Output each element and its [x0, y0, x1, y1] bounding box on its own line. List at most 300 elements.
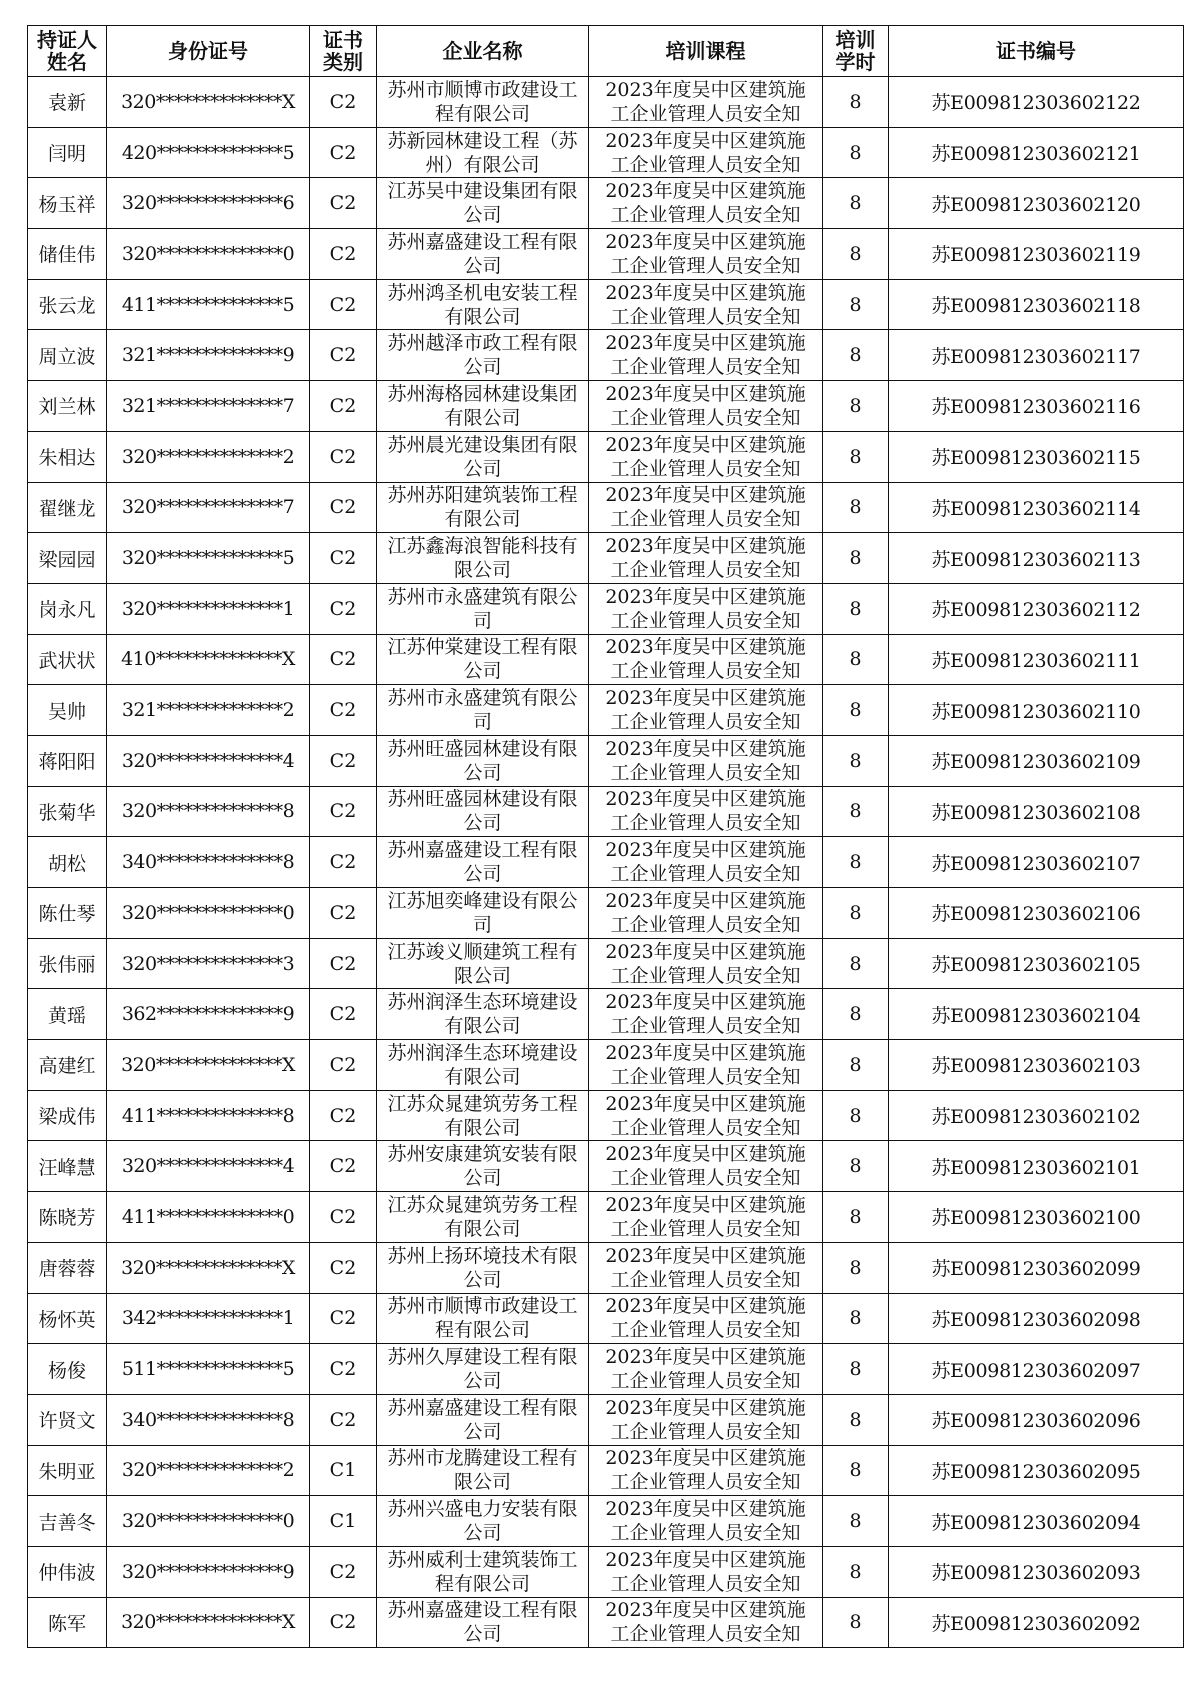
- table-row: [28, 77, 1184, 128]
- id-number-cell: 320**************X: [107, 77, 310, 128]
- course-text: 2023年度吴中区建筑施工企业管理人员安全知: [605, 433, 806, 480]
- cert-category-cell: C2: [310, 1293, 377, 1344]
- cert-number-cell: 苏E009812303602104: [889, 989, 1184, 1040]
- company-text: 苏州晨光建设集团有限公司: [387, 433, 578, 480]
- holder-name-cell: 梁园园: [28, 533, 107, 584]
- id-number-cell: 320**************0: [107, 1496, 310, 1547]
- cert-number-cell: 苏E009812303602116: [889, 381, 1184, 432]
- company-cell: [377, 127, 589, 178]
- hours-cell: 8: [823, 77, 889, 128]
- header-row: [28, 26, 1184, 77]
- course-text: 2023年度吴中区建筑施工企业管理人员安全知: [605, 839, 806, 886]
- course-cell: [589, 735, 823, 786]
- header-course: 培训课程: [589, 26, 823, 77]
- company-text: 苏州嘉盛建设工程有限公司: [387, 230, 578, 277]
- holder-name-cell: 闫明: [28, 127, 107, 178]
- holder-name-cell: 武状状: [28, 634, 107, 685]
- company-text: 苏州久厚建设工程有限公司: [387, 1346, 578, 1393]
- company-cell: [377, 1242, 589, 1293]
- cert-number-cell: 苏E009812303602098: [889, 1293, 1184, 1344]
- holder-name-cell: 朱明亚: [28, 1445, 107, 1496]
- holder-name-cell: 刘兰林: [28, 381, 107, 432]
- cert-number-cell: 苏E009812303602095: [889, 1445, 1184, 1496]
- table-row: [28, 279, 1184, 330]
- id-number-cell: 320**************4: [107, 735, 310, 786]
- id-number-cell: 320**************0: [107, 229, 310, 280]
- table-row: [28, 533, 1184, 584]
- hours-cell: 8: [823, 279, 889, 330]
- cert-category-cell: C2: [310, 735, 377, 786]
- id-number-cell: 320**************2: [107, 1445, 310, 1496]
- cert-category-cell: C2: [310, 1090, 377, 1141]
- course-text: 2023年度吴中区建筑施工企业管理人员安全知: [605, 1447, 806, 1494]
- cert-category-cell: C2: [310, 837, 377, 888]
- id-number-cell: 420**************5: [107, 127, 310, 178]
- id-number-cell: 320**************X: [107, 1040, 310, 1091]
- course-cell: [589, 127, 823, 178]
- cert-number-cell: 苏E009812303602121: [889, 127, 1184, 178]
- course-text: 2023年度吴中区建筑施工企业管理人员安全知: [605, 737, 806, 784]
- table-row: [28, 1242, 1184, 1293]
- company-text: 苏州嘉盛建设工程有限公司: [387, 839, 578, 886]
- course-cell: [589, 1344, 823, 1395]
- table-row: [28, 989, 1184, 1040]
- id-number-cell: 321**************7: [107, 381, 310, 432]
- table-body: [28, 77, 1184, 1648]
- cert-category-cell: C2: [310, 1344, 377, 1395]
- cert-number-cell: 苏E009812303602108: [889, 786, 1184, 837]
- cert-number-cell: 苏E009812303602119: [889, 229, 1184, 280]
- course-cell: [589, 178, 823, 229]
- cert-number-cell: 苏E009812303602109: [889, 735, 1184, 786]
- company-text: 苏州安康建筑安装有限公司: [387, 1143, 578, 1190]
- table-row: [28, 431, 1184, 482]
- course-cell: [589, 634, 823, 685]
- holder-name-cell: 蒋阳阳: [28, 735, 107, 786]
- header-holder-name: 持证人 姓名: [28, 26, 107, 77]
- cert-number-cell: 苏E009812303602114: [889, 482, 1184, 533]
- course-cell: [589, 888, 823, 939]
- cert-category-cell: C2: [310, 888, 377, 939]
- company-text: 苏州嘉盛建设工程有限公司: [387, 1599, 578, 1646]
- course-text: 2023年度吴中区建筑施工企业管理人员安全知: [605, 889, 806, 936]
- cert-number-cell: 苏E009812303602093: [889, 1546, 1184, 1597]
- cert-number-cell: 苏E009812303602100: [889, 1192, 1184, 1243]
- table-row: [28, 1192, 1184, 1243]
- holder-name-cell: 杨玉祥: [28, 178, 107, 229]
- company-text: 苏州市永盛建筑有限公司: [387, 585, 578, 632]
- id-number-cell: 340**************8: [107, 837, 310, 888]
- id-number-cell: 320**************X: [107, 1597, 310, 1648]
- holder-name-cell: 朱相达: [28, 431, 107, 482]
- holder-name-cell: 汪峰慧: [28, 1141, 107, 1192]
- course-text: 2023年度吴中区建筑施工企业管理人员安全知: [605, 281, 806, 328]
- hours-cell: 8: [823, 634, 889, 685]
- id-number-cell: 342**************1: [107, 1293, 310, 1344]
- course-cell: [589, 1445, 823, 1496]
- cert-category-cell: C2: [310, 1040, 377, 1091]
- cert-category-cell: C2: [310, 786, 377, 837]
- table-row: [28, 735, 1184, 786]
- holder-name-cell: 唐蓉蓉: [28, 1242, 107, 1293]
- id-number-cell: 320**************4: [107, 1141, 310, 1192]
- company-text: 苏州市永盛建筑有限公司: [387, 687, 578, 734]
- holder-name-cell: 黄瑶: [28, 989, 107, 1040]
- course-text: 2023年度吴中区建筑施工企业管理人员安全知: [605, 1193, 806, 1240]
- cert-number-cell: 苏E009812303602113: [889, 533, 1184, 584]
- cert-category-cell: C2: [310, 381, 377, 432]
- cert-number-cell: 苏E009812303602099: [889, 1242, 1184, 1293]
- hours-cell: 8: [823, 127, 889, 178]
- table-row: [28, 1090, 1184, 1141]
- cert-category-cell: C2: [310, 229, 377, 280]
- cert-number-cell: 苏E009812303602096: [889, 1394, 1184, 1445]
- course-text: 2023年度吴中区建筑施工企业管理人员安全知: [605, 1092, 806, 1139]
- company-text: 江苏旭奕峰建设有限公司: [387, 889, 578, 936]
- company-text: 苏州市顺博市政建设工程有限公司: [387, 78, 578, 125]
- course-text: 2023年度吴中区建筑施工企业管理人员安全知: [605, 382, 806, 429]
- cert-category-cell: C2: [310, 330, 377, 381]
- company-cell: [377, 482, 589, 533]
- company-text: 苏州旺盛园林建设有限公司: [387, 788, 578, 835]
- company-cell: [377, 837, 589, 888]
- course-text: 2023年度吴中区建筑施工企业管理人员安全知: [605, 230, 806, 277]
- course-text: 2023年度吴中区建筑施工企业管理人员安全知: [605, 1396, 806, 1443]
- id-number-cell: 411**************0: [107, 1192, 310, 1243]
- cert-number-cell: 苏E009812303602110: [889, 685, 1184, 736]
- company-text: 苏州旺盛园林建设有限公司: [387, 737, 578, 784]
- cert-category-cell: C2: [310, 482, 377, 533]
- cert-number-cell: 苏E009812303602102: [889, 1090, 1184, 1141]
- certificate-table: [27, 25, 1184, 1648]
- cert-number-cell: 苏E009812303602103: [889, 1040, 1184, 1091]
- company-cell: [377, 431, 589, 482]
- header-id-number: 身份证号: [107, 26, 310, 77]
- hours-cell: 8: [823, 1192, 889, 1243]
- table-row: [28, 330, 1184, 381]
- id-number-cell: 320**************5: [107, 533, 310, 584]
- course-cell: [589, 330, 823, 381]
- cert-category-cell: C2: [310, 77, 377, 128]
- holder-name-cell: 岗永凡: [28, 583, 107, 634]
- course-cell: [589, 1293, 823, 1344]
- cert-number-cell: 苏E009812303602105: [889, 938, 1184, 989]
- table-row: [28, 1141, 1184, 1192]
- id-number-cell: 320**************1: [107, 583, 310, 634]
- id-number-cell: 411**************8: [107, 1090, 310, 1141]
- cert-category-cell: C2: [310, 1546, 377, 1597]
- course-text: 2023年度吴中区建筑施工企业管理人员安全知: [605, 484, 806, 531]
- company-cell: [377, 77, 589, 128]
- table-row: [28, 938, 1184, 989]
- holder-name-cell: 陈军: [28, 1597, 107, 1648]
- table-row: [28, 1597, 1184, 1648]
- holder-name-cell: 仲伟波: [28, 1546, 107, 1597]
- course-text: 2023年度吴中区建筑施工企业管理人员安全知: [605, 788, 806, 835]
- course-cell: [589, 533, 823, 584]
- table-row: [28, 1496, 1184, 1547]
- cert-category-cell: C2: [310, 1192, 377, 1243]
- hours-cell: 8: [823, 1445, 889, 1496]
- holder-name-cell: 张云龙: [28, 279, 107, 330]
- table-row: [28, 1445, 1184, 1496]
- company-text: 苏州润泽生态环境建设有限公司: [387, 991, 578, 1038]
- holder-name-cell: 梁成伟: [28, 1090, 107, 1141]
- course-text: 2023年度吴中区建筑施工企业管理人员安全知: [605, 1295, 806, 1342]
- cert-number-cell: 苏E009812303602117: [889, 330, 1184, 381]
- id-number-cell: 362**************9: [107, 989, 310, 1040]
- table-row: [28, 229, 1184, 280]
- cert-category-cell: C2: [310, 431, 377, 482]
- cert-category-cell: C2: [310, 533, 377, 584]
- hours-cell: 8: [823, 381, 889, 432]
- id-number-cell: 320**************7: [107, 482, 310, 533]
- hours-cell: 8: [823, 229, 889, 280]
- header-cert-number: 证书编号: [889, 26, 1184, 77]
- hours-cell: 8: [823, 1141, 889, 1192]
- holder-name-cell: 吴帅: [28, 685, 107, 736]
- company-cell: [377, 1496, 589, 1547]
- table-row: [28, 127, 1184, 178]
- cert-number-cell: 苏E009812303602092: [889, 1597, 1184, 1648]
- course-cell: [589, 786, 823, 837]
- table-row: [28, 1293, 1184, 1344]
- course-text: 2023年度吴中区建筑施工企业管理人员安全知: [605, 78, 806, 125]
- hours-cell: 8: [823, 482, 889, 533]
- company-cell: [377, 1293, 589, 1344]
- id-number-cell: 511**************5: [107, 1344, 310, 1395]
- course-cell: [589, 431, 823, 482]
- company-cell: [377, 381, 589, 432]
- holder-name-cell: 袁新: [28, 77, 107, 128]
- cert-number-cell: 苏E009812303602122: [889, 77, 1184, 128]
- holder-name-cell: 杨俊: [28, 1344, 107, 1395]
- hours-cell: 8: [823, 583, 889, 634]
- cert-category-cell: C2: [310, 178, 377, 229]
- holder-name-cell: 张伟丽: [28, 938, 107, 989]
- hours-cell: 8: [823, 786, 889, 837]
- course-text: 2023年度吴中区建筑施工企业管理人员安全知: [605, 940, 806, 987]
- table-row: [28, 1394, 1184, 1445]
- cert-number-cell: 苏E009812303602118: [889, 279, 1184, 330]
- course-cell: [589, 1496, 823, 1547]
- id-number-cell: 320**************X: [107, 1242, 310, 1293]
- id-number-cell: 320**************3: [107, 938, 310, 989]
- company-text: 苏州越泽市政工程有限公司: [387, 332, 578, 379]
- table-row: [28, 837, 1184, 888]
- table-header: [28, 26, 1184, 77]
- header-company: 企业名称: [377, 26, 589, 77]
- cert-number-cell: 苏E009812303602120: [889, 178, 1184, 229]
- course-cell: [589, 229, 823, 280]
- company-cell: [377, 533, 589, 584]
- company-text: 苏州市龙腾建设工程有限公司: [387, 1447, 578, 1494]
- company-cell: [377, 1040, 589, 1091]
- company-cell: [377, 1344, 589, 1395]
- company-text: 苏州威利士建筑装饰工程有限公司: [387, 1548, 578, 1595]
- course-cell: [589, 1394, 823, 1445]
- cert-number-cell: 苏E009812303602107: [889, 837, 1184, 888]
- course-text: 2023年度吴中区建筑施工企业管理人员安全知: [605, 1041, 806, 1088]
- hours-cell: 8: [823, 1293, 889, 1344]
- table-row: [28, 786, 1184, 837]
- hours-cell: 8: [823, 1040, 889, 1091]
- company-text: 江苏众晁建筑劳务工程有限公司: [387, 1092, 578, 1139]
- company-cell: [377, 1445, 589, 1496]
- company-text: 苏新园林建设工程（苏州）有限公司: [387, 129, 578, 176]
- id-number-cell: 320**************2: [107, 431, 310, 482]
- company-text: 苏州海格园林建设集团有限公司: [387, 382, 578, 429]
- hours-cell: 8: [823, 1344, 889, 1395]
- company-cell: [377, 634, 589, 685]
- hours-cell: 8: [823, 735, 889, 786]
- cert-number-cell: 苏E009812303602097: [889, 1344, 1184, 1395]
- course-cell: [589, 1090, 823, 1141]
- hours-cell: 8: [823, 533, 889, 584]
- course-text: 2023年度吴中区建筑施工企业管理人员安全知: [605, 1346, 806, 1393]
- course-cell: [589, 77, 823, 128]
- id-number-cell: 321**************9: [107, 330, 310, 381]
- id-number-cell: 321**************2: [107, 685, 310, 736]
- cert-category-cell: C2: [310, 634, 377, 685]
- course-cell: [589, 583, 823, 634]
- holder-name-cell: 吉善冬: [28, 1496, 107, 1547]
- hours-cell: 8: [823, 1496, 889, 1547]
- header-cert-category: 证书 类别: [310, 26, 377, 77]
- course-cell: [589, 1141, 823, 1192]
- company-cell: [377, 330, 589, 381]
- id-number-cell: 320**************9: [107, 1546, 310, 1597]
- course-cell: [589, 1192, 823, 1243]
- hours-cell: 8: [823, 1597, 889, 1648]
- id-number-cell: 411**************5: [107, 279, 310, 330]
- company-cell: [377, 229, 589, 280]
- hours-cell: 8: [823, 989, 889, 1040]
- table-row: [28, 685, 1184, 736]
- table-row: [28, 888, 1184, 939]
- holder-name-cell: 陈仕琴: [28, 888, 107, 939]
- cert-number-cell: 苏E009812303602111: [889, 634, 1184, 685]
- holder-name-cell: 许贤文: [28, 1394, 107, 1445]
- company-text: 江苏吴中建设集团有限公司: [387, 180, 578, 227]
- cert-category-cell: C1: [310, 1445, 377, 1496]
- id-number-cell: 320**************6: [107, 178, 310, 229]
- company-cell: [377, 1141, 589, 1192]
- company-cell: [377, 735, 589, 786]
- company-text: 苏州润泽生态环境建设有限公司: [387, 1041, 578, 1088]
- cert-category-cell: C2: [310, 1597, 377, 1648]
- company-cell: [377, 583, 589, 634]
- hours-cell: 8: [823, 837, 889, 888]
- company-cell: [377, 1546, 589, 1597]
- course-text: 2023年度吴中区建筑施工企业管理人员安全知: [605, 535, 806, 582]
- course-text: 2023年度吴中区建筑施工企业管理人员安全知: [605, 1244, 806, 1291]
- course-cell: [589, 1242, 823, 1293]
- course-cell: [589, 685, 823, 736]
- course-cell: [589, 989, 823, 1040]
- company-cell: [377, 685, 589, 736]
- holder-name-cell: 张菊华: [28, 786, 107, 837]
- company-cell: [377, 786, 589, 837]
- course-text: 2023年度吴中区建筑施工企业管理人员安全知: [605, 1498, 806, 1545]
- course-cell: [589, 279, 823, 330]
- cert-category-cell: C2: [310, 279, 377, 330]
- course-cell: [589, 1597, 823, 1648]
- company-text: 苏州上扬环境技术有限公司: [387, 1244, 578, 1291]
- course-text: 2023年度吴中区建筑施工企业管理人员安全知: [605, 991, 806, 1038]
- course-cell: [589, 837, 823, 888]
- hours-cell: 8: [823, 938, 889, 989]
- holder-name-cell: 胡松: [28, 837, 107, 888]
- company-cell: [377, 938, 589, 989]
- table-row: [28, 1546, 1184, 1597]
- company-cell: [377, 1192, 589, 1243]
- holder-name-cell: 周立波: [28, 330, 107, 381]
- table-row: [28, 1344, 1184, 1395]
- course-text: 2023年度吴中区建筑施工企业管理人员安全知: [605, 585, 806, 632]
- company-text: 江苏众晁建筑劳务工程有限公司: [387, 1193, 578, 1240]
- company-cell: [377, 279, 589, 330]
- company-text: 江苏竣义顺建筑工程有限公司: [387, 940, 578, 987]
- course-text: 2023年度吴中区建筑施工企业管理人员安全知: [605, 636, 806, 683]
- header-hours: 培训 学时: [823, 26, 889, 77]
- hours-cell: 8: [823, 178, 889, 229]
- company-cell: [377, 1394, 589, 1445]
- course-text: 2023年度吴中区建筑施工企业管理人员安全知: [605, 1548, 806, 1595]
- course-cell: [589, 482, 823, 533]
- course-text: 2023年度吴中区建筑施工企业管理人员安全知: [605, 1143, 806, 1190]
- holder-name-cell: 杨怀英: [28, 1293, 107, 1344]
- hours-cell: 8: [823, 888, 889, 939]
- cert-category-cell: C2: [310, 938, 377, 989]
- table-row: [28, 178, 1184, 229]
- cert-category-cell: C2: [310, 1394, 377, 1445]
- cert-category-cell: C2: [310, 685, 377, 736]
- cert-category-cell: C2: [310, 127, 377, 178]
- company-cell: [377, 989, 589, 1040]
- cert-number-cell: 苏E009812303602094: [889, 1496, 1184, 1547]
- company-text: 江苏仲棠建设工程有限公司: [387, 636, 578, 683]
- hours-cell: 8: [823, 1394, 889, 1445]
- course-cell: [589, 1040, 823, 1091]
- cert-category-cell: C2: [310, 989, 377, 1040]
- hours-cell: 8: [823, 1546, 889, 1597]
- holder-name-cell: 高建红: [28, 1040, 107, 1091]
- company-cell: [377, 1090, 589, 1141]
- course-text: 2023年度吴中区建筑施工企业管理人员安全知: [605, 332, 806, 379]
- company-text: 苏州兴盛电力安装有限公司: [387, 1498, 578, 1545]
- table-row: [28, 381, 1184, 432]
- cert-number-cell: 苏E009812303602106: [889, 888, 1184, 939]
- company-text: 江苏鑫海浪智能科技有限公司: [387, 535, 578, 582]
- course-cell: [589, 381, 823, 432]
- company-cell: [377, 1597, 589, 1648]
- hours-cell: 8: [823, 685, 889, 736]
- cert-category-cell: C2: [310, 1141, 377, 1192]
- cert-category-cell: C1: [310, 1496, 377, 1547]
- course-text: 2023年度吴中区建筑施工企业管理人员安全知: [605, 129, 806, 176]
- table-row: [28, 482, 1184, 533]
- company-text: 苏州鸿圣机电安装工程有限公司: [387, 281, 578, 328]
- cert-number-cell: 苏E009812303602101: [889, 1141, 1184, 1192]
- company-text: 苏州苏阳建筑装饰工程有限公司: [387, 484, 578, 531]
- course-cell: [589, 938, 823, 989]
- company-cell: [377, 178, 589, 229]
- holder-name-cell: 储佳伟: [28, 229, 107, 280]
- hours-cell: 8: [823, 431, 889, 482]
- holder-name-cell: 陈晓芳: [28, 1192, 107, 1243]
- id-number-cell: 340**************8: [107, 1394, 310, 1445]
